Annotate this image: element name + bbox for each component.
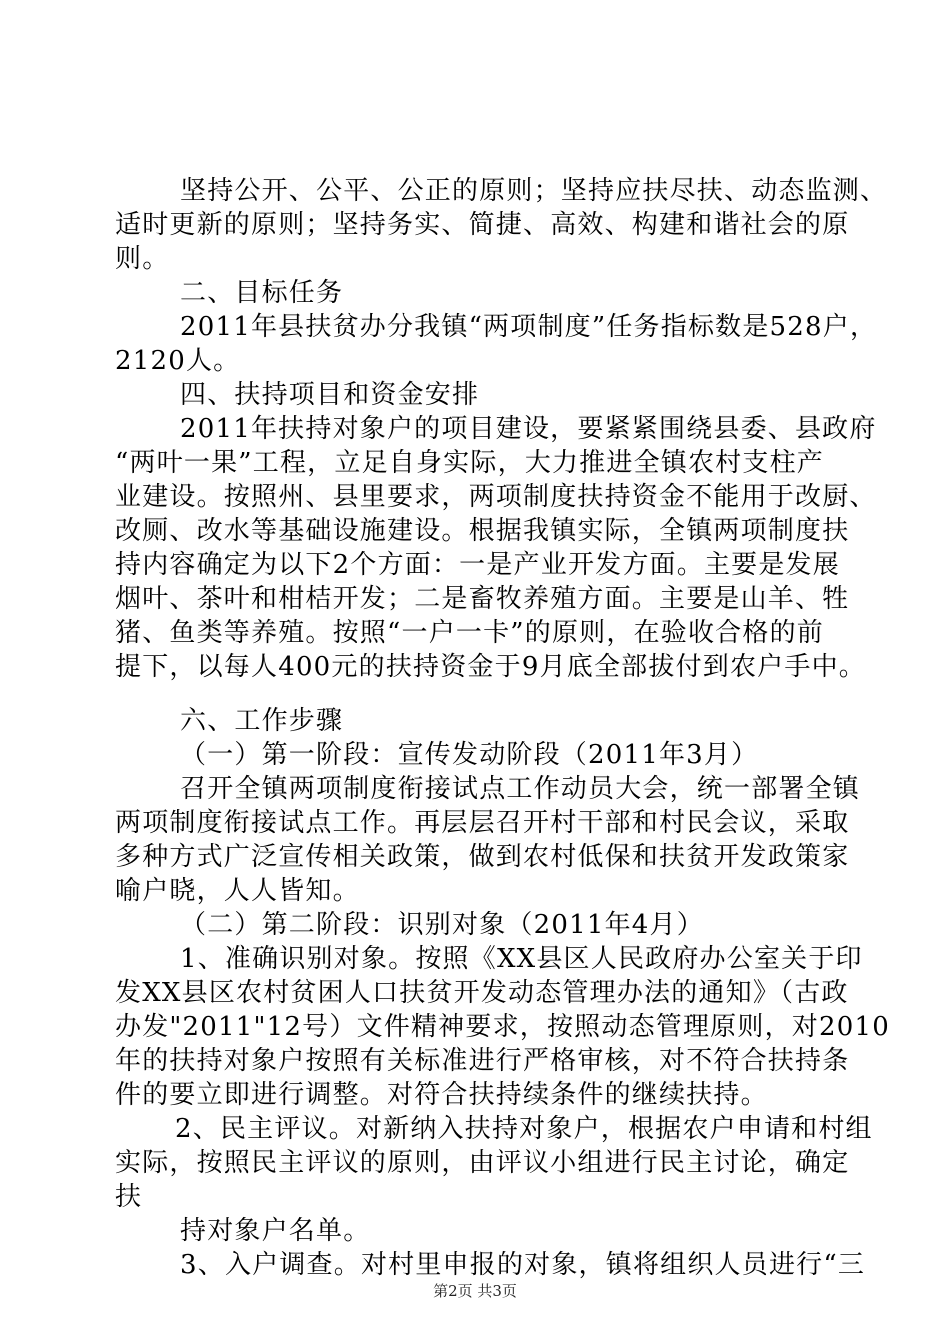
text-line-13: 烟叶、茶叶和柑桔开发；二是畜牧养殖方面。主要是山羊、牲: [115, 584, 850, 614]
text-line-28: 2、民主评议。对新纳入扶持对象户，根据农户申请和村组: [175, 1114, 873, 1144]
text-line-6: 2120人。: [115, 346, 241, 376]
text-line-31: 持对象户名单。: [180, 1216, 371, 1246]
text-line-11: 改厕、改水等基础设施建设。根据我镇实际，全镇两项制度扶: [115, 516, 850, 546]
text-line-26: 年的扶持对象户按照有关标准进行严格审核，对不符合扶持条: [115, 1046, 850, 1076]
text-line-30: 扶: [115, 1182, 143, 1212]
text-line-15: 提下，以每人400元的扶持资金于9月底全部拔付到农户手中。: [115, 652, 866, 682]
text-line-27: 件的要立即进行调整。对符合扶持续条件的继续扶持。: [115, 1080, 768, 1110]
subheading-stage-1: （一）第一阶段：宣传发动阶段（2011年3月）: [180, 740, 759, 770]
text-line-1: 坚持公开、公平、公正的原则；坚持应扶尽扶、动态监测、: [180, 176, 888, 206]
text-line-3: 则。: [115, 244, 170, 274]
text-line-20: 多种方式广泛宣传相关政策，做到农村低保和扶贫开发政策家: [115, 842, 850, 872]
section-heading-projects: 四、扶持项目和资金安排: [180, 380, 480, 410]
section-heading-goals: 二、目标任务: [180, 278, 344, 308]
text-line-25: 办发"2011"12号）文件精神要求，按照动态管理原则，对2010: [115, 1012, 890, 1042]
text-line-19: 两项制度衔接试点工作。再层层召开村干部和村民会议，采取: [115, 808, 850, 838]
text-line-32: 3、入户调查。对村里申报的对象，镇将组织人员进行“三: [180, 1250, 866, 1280]
text-line-5: 2011年县扶贫办分我镇“两项制度”任务指标数是528户，: [180, 312, 878, 342]
text-line-2: 适时更新的原则；坚持务实、简捷、高效、构建和谐社会的原: [115, 210, 850, 240]
text-line-24: 发XX县区农村贫困人口扶贫开发动态管理办法的通知》（古政: [115, 978, 849, 1008]
subheading-stage-2: （二）第二阶段：识别对象（2011年4月）: [180, 910, 704, 940]
text-line-18: 召开全镇两项制度衔接试点工作动员大会，统一部署全镇: [180, 774, 861, 804]
text-line-14: 猪、鱼类等养殖。按照“一户一卡”的原则，在验收合格的前: [115, 618, 824, 648]
text-line-21: 喻户晓，人人皆知。: [115, 876, 360, 906]
text-line-12: 持内容确定为以下2个方面：一是产业开发方面。主要是发展: [115, 550, 840, 580]
text-line-23: 1、准确识别对象。按照《XX县区人民政府办公室关于印: [180, 944, 863, 974]
text-line-29: 实际，按照民主评议的原则，由评议小组进行民主讨论，确定: [115, 1148, 850, 1178]
section-heading-steps: 六、工作步骤: [180, 706, 344, 736]
text-line-8: 2011年扶持对象户的项目建设，要紧紧围绕县委、县政府: [180, 414, 877, 444]
page-footer: 第2页 共3页: [433, 1282, 517, 1300]
text-line-10: 业建设。按照州、县里要求，两项制度扶持资金不能用于改厨、: [115, 482, 877, 512]
text-line-9: “两叶一果”工程，立足自身实际，大力推进全镇农村支柱产: [115, 448, 824, 478]
